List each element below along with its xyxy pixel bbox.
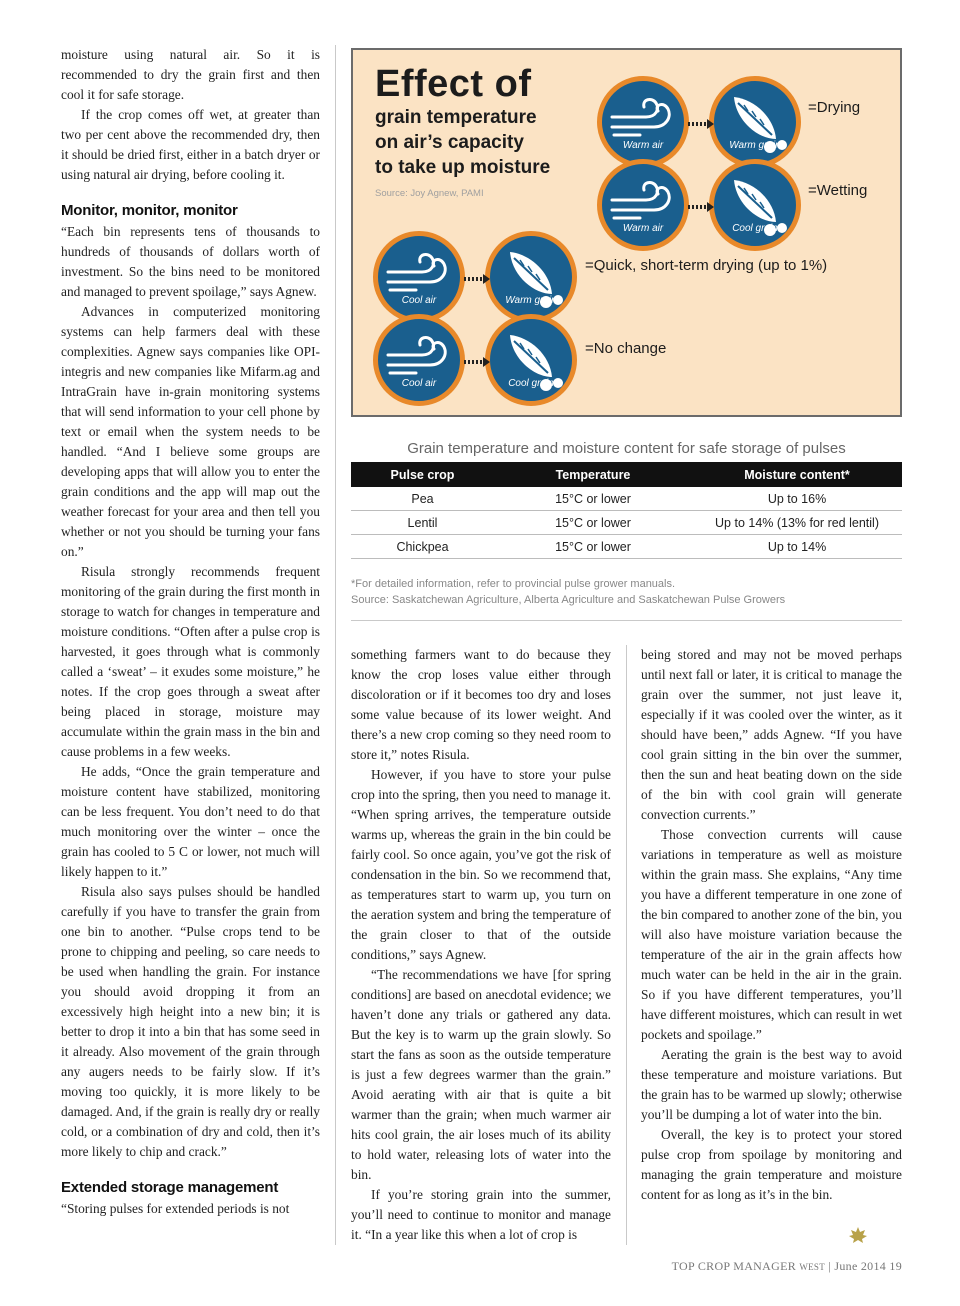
infographic-result xyxy=(808,182,867,199)
article-column-2 xyxy=(351,645,611,1245)
table-cell: 15°C or lower xyxy=(494,511,692,535)
magazine-name: TOP CROP MANAGER xyxy=(671,1259,797,1273)
paragraph: Risula strongly recommends frequent monitoring of the grain during the first month in storage to watch for changes in temperature and moisture conditions. “Often after a pulse crop is harvested, it goes through what is commonly called a ‘sweat’ – it exudes some moisture,” he notes. If the crop goes through a sweat after being placed in storage, moisture may accumulate within the grain mass in the bin and cause problems in a few weeks. xyxy=(61,564,320,759)
air-label: Cool air xyxy=(401,378,437,389)
grain-label: Cool grain xyxy=(508,378,554,389)
paragraph: being stored and may not be moved perhaps until next fall or later, it is critical to manage the grain over the summer, not just leave it, especially if it was cooled over the winter, as it should have been,” adds Agnew. “If you have cool grain sitting in the bin over the summer, then the sun and heat beating down on the side of the bin with cool grain will generate convection currents.” xyxy=(641,647,902,822)
air-label: Warm air xyxy=(622,223,664,234)
page-footer xyxy=(672,1259,902,1274)
equals-sign: = xyxy=(585,257,594,274)
equals-sign: = xyxy=(585,340,594,357)
table-source: Source: Saskatchewan Agriculture, Alberta Agriculture and Saskatchewan Pulse Growers xyxy=(351,594,786,606)
grain-circle xyxy=(485,314,577,406)
horizontal-divider xyxy=(351,620,902,621)
paragraph: “Each bin represents tens of thousands to hundreds of thousands of dollars worth of investment. So the bins need to be monitored and managed to prevent spoilage,” says Agnew. xyxy=(61,224,320,299)
infographic-result xyxy=(585,257,827,274)
table-cell: 15°C or lower xyxy=(494,487,692,511)
infographic-subtitle: to take up moisture xyxy=(375,157,551,178)
magazine-edition: WEST xyxy=(799,1262,826,1272)
issue-date: June 2014 xyxy=(834,1259,887,1273)
paragraph: Advances in computerized monitoring systems can help farmers deal with these complexities. Agnew says companies like OPI-integris and new companies like Mifarm.ag and IntraGrain have in-grain monitoring systems that will send information to your cell phone by text or email when the system needs to be handled. “And I believe some groups are developing apps that will allow you to enter the grain conditions and the app will map out the weather forecast for your area and then tell you whether or not you should be turning your fans on.” xyxy=(61,304,320,559)
section-heading: Extended storage management xyxy=(61,1179,279,1196)
equals-sign: = xyxy=(808,99,817,116)
air-circle xyxy=(597,159,689,251)
air-label: Cool air xyxy=(401,295,437,306)
grain-circle xyxy=(709,76,801,168)
result-label: Drying xyxy=(816,99,861,116)
arrow-icon xyxy=(688,199,714,209)
paragraph: “The recommendations we have [for spring conditions] are based on anecdotal evidence; we haven’t done any trials or gathered any data. But the key is to warm up the grain slowly. So start the fans as soon as the outside temperature is just a few degrees warmer than the grain.” Avoid aerating with air that is quite a bit warmer than the grain; when much warmer air hits cool grain, the air loses much of its ability to hold water, releasing lots of water into the bin. xyxy=(351,967,611,1182)
arrow-icon xyxy=(688,116,714,126)
paragraph: Overall, the key is to protect your stored pulse crop from spoilage by monitoring and managing the grain temperature and moisture content for as long as it’s in the bin. xyxy=(641,1127,902,1202)
grain-label: Warm grain xyxy=(505,295,557,306)
arrow-icon xyxy=(464,354,490,364)
result-label: No change xyxy=(593,340,667,357)
grain-circle xyxy=(709,159,801,251)
paragraph: If you’re storing grain into the summer, you’ll need to continue to monitor and manage it. “In a year like this when a lot of crop is xyxy=(351,1187,611,1242)
table-header-row xyxy=(351,462,902,487)
column-divider xyxy=(626,645,627,1245)
table-cell: Pea xyxy=(351,487,494,511)
air-circle xyxy=(373,314,465,406)
leaf-icon xyxy=(848,1226,868,1244)
table-notes xyxy=(351,576,785,608)
infographic-title-main: Effect of xyxy=(375,63,532,105)
grain-circle xyxy=(485,231,577,323)
footer-separator: | xyxy=(828,1259,832,1273)
infographic-result xyxy=(808,99,860,116)
paragraph: moisture using natural air. So it is recommended to dry the grain first and then cool it for safe storage. xyxy=(61,47,320,102)
paragraph: However, if you have to store your pulse crop into the spring, then you need to manage it. “When spring arrives, the temperature outside warms up, whereas the grain in the bin could be fairly cool. So once again, you’ve got the risk of condensation in the bin. So we recommend that, as temperatures start to warm up, you turn on the aeration system and bring the temperature of the grain closer to that of the outside conditions,” says Agnew. xyxy=(351,767,611,962)
infographic-subtitle: on air’s capacity xyxy=(375,132,524,153)
article-column-1 xyxy=(61,45,320,1219)
grain-temperature-infographic xyxy=(351,48,902,417)
result-label: Wetting xyxy=(816,182,868,199)
paragraph: Those convection currents will cause variations in temperature as well as moisture within the grain mass. She explains, “Any time you have a different temperature in one zone of the bin compared to another zone of the bin, you will also have moisture variation because the temperature of the air in the grain affects how much water can be held in the air in the grain. So if you have different temperatures, you’ll have different moistures, which can result in wet pockets and spoilage.” xyxy=(641,827,902,1042)
paragraph: something farmers want to do because they know the crop loses value either through discoloration or if it becomes too dry and loses some value because of its lower weight. And there’s a new crop coming so they need room to store it,” notes Risula. xyxy=(351,647,611,762)
air-label: Warm air xyxy=(622,140,664,151)
paragraph: “Storing pulses for extended periods is not xyxy=(61,1201,290,1216)
air-circle xyxy=(373,231,465,323)
air-circle xyxy=(597,76,689,168)
table-cell: Chickpea xyxy=(351,535,494,559)
infographic-subtitle: grain temperature xyxy=(375,107,537,128)
table-row xyxy=(351,487,902,511)
table-cell: Lentil xyxy=(351,511,494,535)
column-header: Pulse crop xyxy=(351,462,494,487)
table-footnote: *For detailed information, refer to provincial pulse grower manuals. xyxy=(351,578,676,590)
paragraph: If the crop comes off wet, at greater than two per cent above the recommended dry, then it should be dried first, either in a batch dryer or using natural air drying, before cooling it. xyxy=(61,107,320,182)
infographic-title xyxy=(375,64,550,179)
table-row xyxy=(351,511,902,535)
paragraph: Risula also says pulses should be handled carefully if you have to transfer the grain from one bin to another. “Pulse crops tend to be prone to chipping and peeling, so care needs to be used when handling the grain. For instance you should avoid dropping it from an excessively high height into a new bin; it is better to drop it into a bin that has some seed in it already. Also movement of the grain through any augers needs to be fairly slow. If it’s moving too quickly, it is more likely to be damaged. And, if the grain is really dry or really cold, or a combination of dry and cold, then it’s more likely to chip and crack.” xyxy=(61,884,320,1159)
page-number: 19 xyxy=(889,1259,902,1273)
paragraph: Aerating the grain is the best way to avoid these temperature and moisture variations. But the grain has to be warmed up slowly; otherwise you’ll be dumping a lot of water into the bin. xyxy=(641,1047,902,1122)
grain-label: Cool grain xyxy=(732,223,778,234)
table-cell: Up to 14% xyxy=(692,535,902,559)
section-heading: Monitor, monitor, monitor xyxy=(61,202,238,219)
result-label: Quick, short-term drying (up to 1%) xyxy=(593,257,828,274)
table-cell: 15°C or lower xyxy=(494,535,692,559)
column-header: Moisture content* xyxy=(692,462,902,487)
table-cell: Up to 16% xyxy=(692,487,902,511)
table-cell: Up to 14% (13% for red lentil) xyxy=(692,511,902,535)
pulse-storage-table xyxy=(351,462,902,559)
column-divider xyxy=(335,45,336,1245)
column-header: Temperature xyxy=(494,462,692,487)
grain-label: Warm grain xyxy=(729,140,781,151)
table-caption: Grain temperature and moisture content for safe storage of pulses xyxy=(407,440,846,457)
arrow-icon xyxy=(464,271,490,281)
infographic-source: Source: Joy Agnew, PAMI xyxy=(375,188,484,199)
infographic-result xyxy=(585,340,666,357)
table-row xyxy=(351,535,902,559)
paragraph: He adds, “Once the grain temperature and moisture content have stabilized, monitoring can be less frequent. You don’t need to do that much monitoring over the winter – once the grain has cooled to 5 C or lower, not much will likely happen to it.” xyxy=(61,764,320,879)
article-column-3 xyxy=(641,645,902,1205)
equals-sign: = xyxy=(808,182,817,199)
